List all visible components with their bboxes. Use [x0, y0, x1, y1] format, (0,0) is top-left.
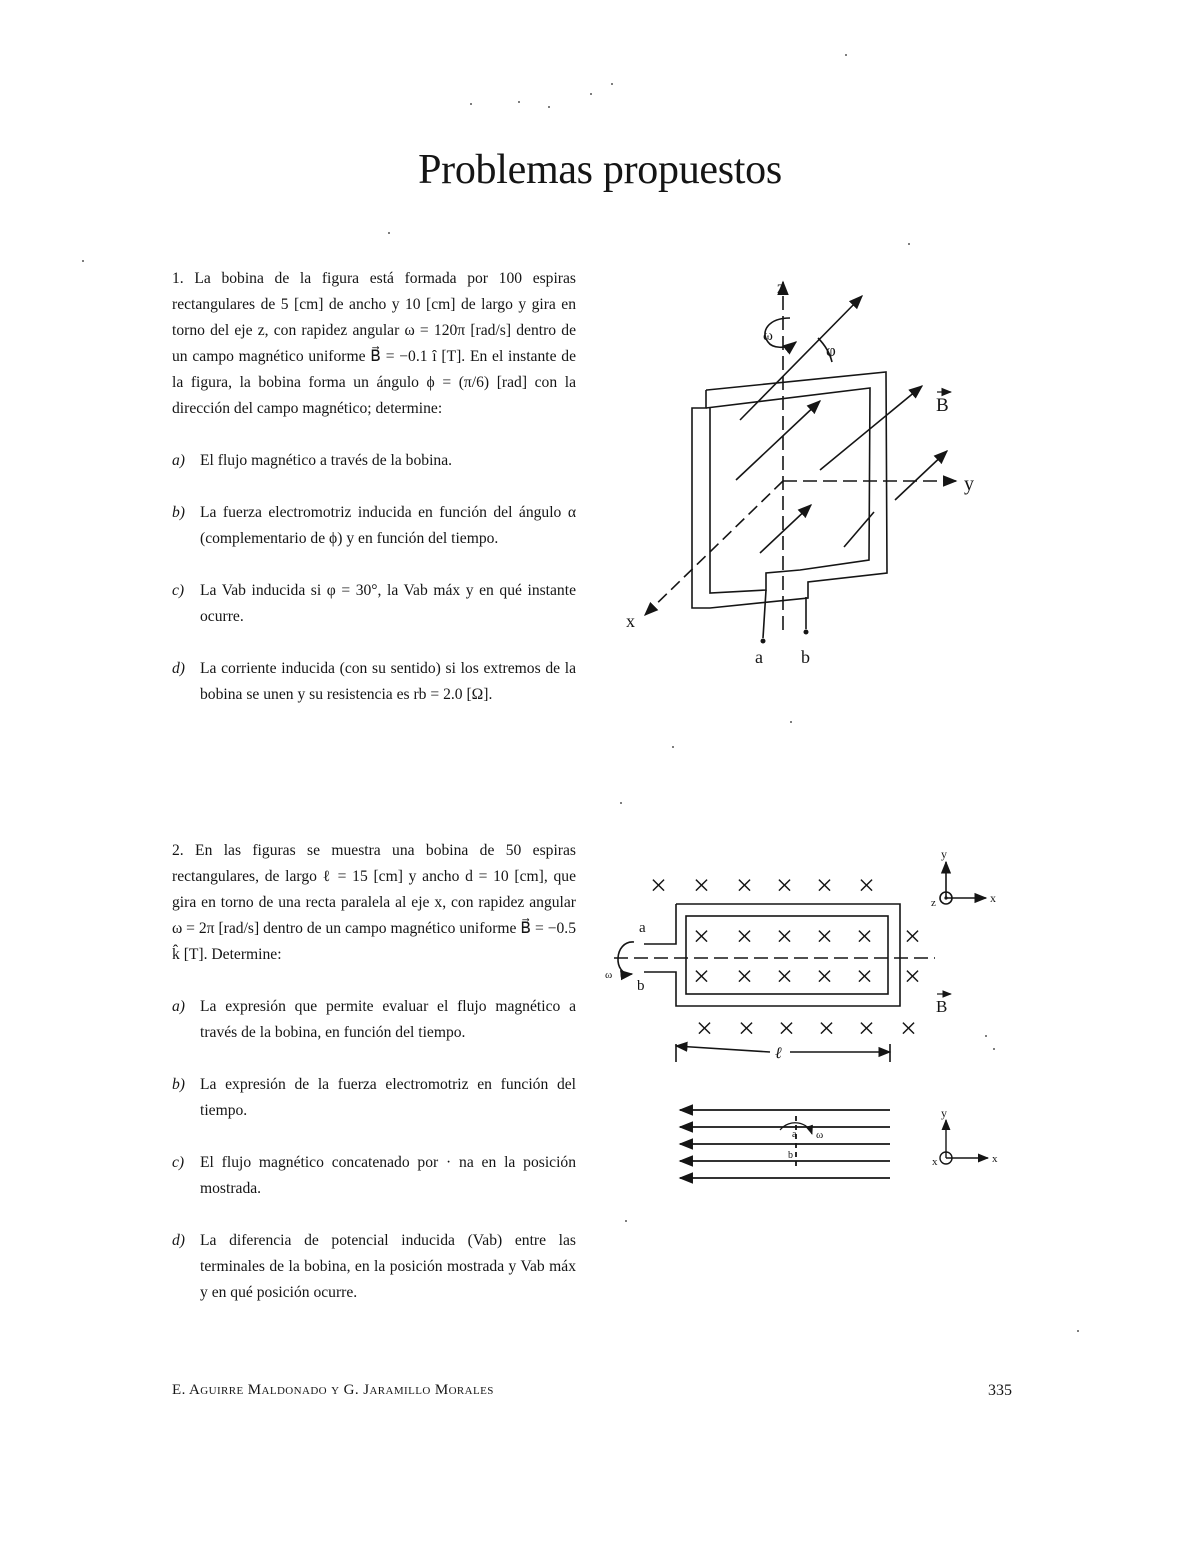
- field-into-page-mark: ×: [736, 869, 753, 902]
- x-axis: [645, 481, 783, 615]
- label-x: x: [626, 611, 635, 631]
- coil-inner-loop: [706, 388, 870, 593]
- label-a: a: [639, 920, 646, 936]
- field-into-page-mark: ×: [904, 960, 921, 993]
- field-into-page-mark: ×: [738, 1012, 755, 1045]
- item-text: La fuerza electromotriz inducida en función del ángulo α (complementario de ϕ) y en función del tiempo.: [200, 504, 576, 547]
- length-dimension-left: [676, 1046, 770, 1052]
- field-into-page-mark: ×: [693, 920, 710, 953]
- label-y: y: [941, 1106, 947, 1120]
- field-into-page-mark: ×: [858, 869, 875, 902]
- item-text: La diferencia de potencial inducida (Vab) entre las terminales de la bobina, en la posición mostrada y Vab máx y en qué posición ocurre.: [200, 1232, 576, 1301]
- field-into-page-mark: ×: [778, 1012, 795, 1045]
- field-into-page-mark: ×: [816, 869, 833, 902]
- field-into-page-mark: ×: [900, 1012, 917, 1045]
- field-into-page-mark: ×: [856, 960, 873, 993]
- problem-2-item-d: [172, 1228, 576, 1306]
- scan-speck: [790, 721, 792, 723]
- page-title: Problemas propuestos: [418, 147, 782, 193]
- footer-author: E. Aguirre Maldonado y G. Jaramillo Morales: [172, 1382, 494, 1398]
- scan-speck: [388, 232, 390, 234]
- label-a: a: [792, 1129, 797, 1140]
- item-label: b): [172, 1076, 185, 1093]
- label-a: a: [755, 647, 763, 667]
- label-omega: ω: [763, 328, 773, 344]
- z-axis-origin-dot: [944, 896, 947, 899]
- scan-speck: [548, 106, 550, 108]
- field-into-page-mark: ×: [818, 1012, 835, 1045]
- coil-outer-loop: [692, 372, 887, 608]
- item-label: a): [172, 998, 185, 1015]
- item-text: El flujo magnético a través de la bobina.: [200, 452, 453, 469]
- item-text: La expresión que permite evaluar el flujo magnético a través de la bobina, en función del tiempo.: [200, 998, 576, 1041]
- problem-1: [172, 266, 576, 708]
- field-line: [895, 451, 947, 500]
- field-marks: [650, 869, 921, 1045]
- problem-1-item-d: [172, 656, 576, 708]
- field-line: [760, 505, 811, 553]
- item-label: c): [172, 1154, 185, 1171]
- problem-2-item-b: [172, 1072, 576, 1124]
- item-label: d): [172, 660, 185, 677]
- label-z: x: [932, 1156, 938, 1168]
- item-label: b): [172, 504, 185, 521]
- problem-1-item-a: [172, 448, 576, 474]
- item-label: a): [172, 452, 185, 469]
- terminal-b-dot: [804, 630, 809, 635]
- item-text: La Vab inducida si φ = 30°, la Vab máx y en qué instante ocurre.: [200, 582, 576, 625]
- field-into-page-mark: ×: [856, 920, 873, 953]
- field-line: [740, 296, 862, 420]
- scan-speck: [672, 746, 674, 748]
- scan-speck: [590, 93, 592, 95]
- field-into-page-mark: ×: [816, 920, 833, 953]
- item-label: d): [172, 1232, 185, 1249]
- field-into-page-mark: ×: [696, 1012, 713, 1045]
- label-z: z: [777, 277, 785, 297]
- scan-speck: [470, 103, 472, 105]
- scan-speck: [518, 101, 520, 103]
- scan-speck: [1077, 1330, 1079, 1332]
- field-into-page-mark: ×: [776, 960, 793, 993]
- scan-speck: [993, 1048, 995, 1050]
- label-length: ℓ: [775, 1045, 782, 1062]
- field-into-page-mark: ×: [816, 960, 833, 993]
- problem-1-item-b: [172, 500, 576, 552]
- figure-2-side-view: [660, 1095, 1010, 1195]
- field-into-page-mark: ×: [736, 920, 753, 953]
- scan-speck: [625, 1220, 627, 1222]
- label-z: z: [931, 897, 936, 909]
- item-label: c): [172, 582, 185, 599]
- label-b-field: B: [936, 997, 948, 1016]
- page-number: 335: [988, 1382, 1012, 1399]
- label-omega: ω: [605, 969, 613, 981]
- problem-2-item-c: [172, 1150, 576, 1202]
- label-x: x: [992, 1153, 998, 1165]
- label-b: b: [788, 1150, 793, 1161]
- field-into-page-mark: ×: [693, 960, 710, 993]
- field-into-page-mark: ×: [904, 920, 921, 953]
- scan-speck: [845, 54, 847, 56]
- item-text: La corriente inducida (con su sentido) si los extremos de la bobina se unen y su resistencia es rb = 2.0 [Ω].: [200, 660, 576, 703]
- scan-speck: [611, 83, 613, 85]
- terminal-a-lead: [763, 590, 766, 638]
- item-text: La expresión de la fuerza electromotriz en función del tiempo.: [200, 1076, 576, 1119]
- scan-speck: [985, 1035, 987, 1037]
- label-y: y: [941, 847, 947, 861]
- problem-2: [172, 838, 576, 1306]
- label-omega: ω: [816, 1129, 824, 1141]
- label-b-field: B: [936, 395, 949, 416]
- scan-speck: [908, 243, 910, 245]
- field-line: [736, 401, 820, 480]
- label-x: x: [990, 891, 996, 905]
- field-into-page-mark: ×: [650, 869, 667, 902]
- problem-2-statement: 2. En las figuras se muestra una bobina de 50 espiras rectangulares, de largo ℓ = 15 [cm] y ancho d = 10 [cm], que gira en torno de una recta paralela al eje x, con rapidez angular ω = 2π [rad/s] dentro de un campo magnético uniforme B⃗ = −0.5 k̂ [T]. Determine:: [172, 842, 576, 963]
- field-into-page-mark: ×: [736, 960, 753, 993]
- label-phi: φ: [826, 341, 836, 360]
- problem-1-statement: 1. La bobina de la figura está formada por 100 espiras rectangulares de 5 [cm] de ancho y 10 [cm] de largo y gira en torno del eje z, con rapidez angular ω = 120π [rad/s] dentro de un campo magnético uniforme B⃗ = −0.1 î [T]. En el instante de la figura, la bobina forma un ángulo ϕ = (π/6) [rad] con la dirección del campo magnético; determine:: [172, 270, 576, 417]
- label-b: b: [801, 647, 810, 667]
- problem-2-item-a: [172, 994, 576, 1046]
- item-text: El flujo magnético concatenado por · na en la posición mostrada.: [200, 1154, 576, 1197]
- label-y: y: [964, 473, 974, 495]
- figure-2-top-view: [600, 845, 1010, 1075]
- figure-1-coil-diagram: [600, 270, 1000, 690]
- field-into-page-mark: ×: [858, 1012, 875, 1045]
- label-b: b: [637, 978, 645, 994]
- problem-1-item-c: [172, 578, 576, 630]
- field-into-page-mark: ×: [776, 869, 793, 902]
- field-into-page-mark: ×: [693, 869, 710, 902]
- terminal-a-dot: [761, 639, 766, 644]
- scan-speck: [82, 260, 84, 262]
- field-line: [820, 386, 922, 470]
- scan-speck: [620, 802, 622, 804]
- field-into-page-mark: ×: [776, 920, 793, 953]
